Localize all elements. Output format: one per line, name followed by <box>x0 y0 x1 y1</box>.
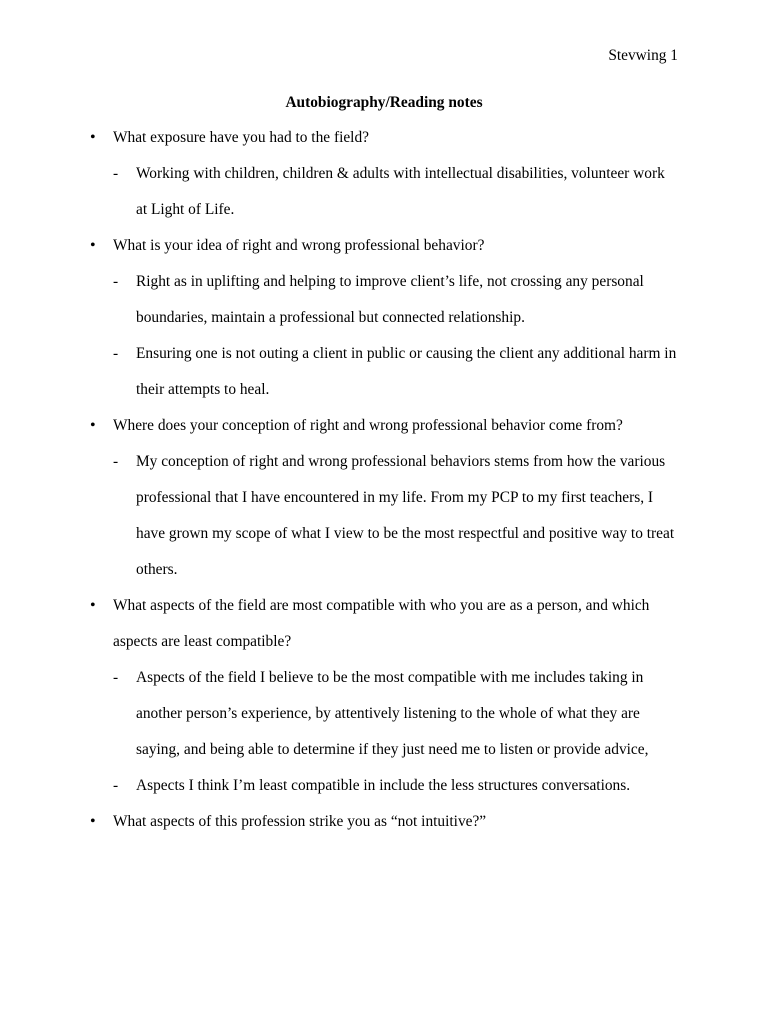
answer-list <box>90 264 678 408</box>
answer-item <box>90 660 678 768</box>
dash-marker: - <box>113 273 119 290</box>
question-text: What is your idea of right and wrong professional behavior? <box>113 237 485 254</box>
question-line <box>90 804 678 840</box>
question-line <box>90 408 678 444</box>
answer-text: Ensuring one is not outing a client in public or causing the client any additional harm in their attempts to heal. <box>136 345 677 398</box>
bullet-icon: • <box>90 597 96 614</box>
answer-list <box>90 156 678 228</box>
answer-list <box>90 660 678 804</box>
answer-list <box>90 444 678 588</box>
answer-item <box>90 264 678 336</box>
question-item <box>90 804 678 840</box>
dash-marker: - <box>113 453 119 470</box>
question-item <box>90 228 678 408</box>
question-line <box>90 228 678 264</box>
document-title: Autobiography/Reading notes <box>285 94 483 111</box>
question-text: Where does your conception of right and wrong professional behavior come from? <box>113 417 623 434</box>
answer-text: Right as in uplifting and helping to improve client’s life, not crossing any personal boundaries, maintain a professional but connected relationship. <box>136 273 644 326</box>
question-text: What aspects of the field are most compatible with who you are as a person, and which aspects are least compatible? <box>113 597 650 650</box>
bullet-icon: • <box>90 813 96 830</box>
question-list <box>90 120 678 840</box>
bullet-icon: • <box>90 129 96 146</box>
document-body <box>90 120 678 840</box>
dash-marker: - <box>113 345 119 362</box>
question-text: What exposure have you had to the field? <box>113 129 369 146</box>
question-item <box>90 588 678 804</box>
answer-item <box>90 768 678 804</box>
question-item <box>90 120 678 228</box>
question-item <box>90 408 678 588</box>
question-line <box>90 588 678 660</box>
answer-item <box>90 444 678 588</box>
answer-text: Working with children, children & adults with intellectual disabilities, volunteer work at Light of Life. <box>136 165 665 218</box>
dash-marker: - <box>113 669 119 686</box>
answer-text: My conception of right and wrong professional behaviors stems from how the various professional that I have encountered in my life. From my PCP to my first teachers, I have grown my scope of what I view to be the most respectful and positive way to treat others. <box>136 453 675 578</box>
question-text: What aspects of this profession strike you as “not intuitive?” <box>113 813 487 830</box>
bullet-icon: • <box>90 417 96 434</box>
dash-marker: - <box>113 777 119 794</box>
answer-text: Aspects of the field I believe to be the most compatible with me includes taking in another person’s experience, by attentively listening to the whole of what they are saying, and being able to determine if they just need me to listen or provide advice, <box>136 669 649 758</box>
answer-text: Aspects I think I’m least compatible in include the less structures conversations. <box>136 777 631 794</box>
dash-marker: - <box>113 165 119 182</box>
answer-item <box>90 156 678 228</box>
bullet-icon: • <box>90 237 96 254</box>
running-head: Stevwing 1 <box>608 47 678 64</box>
question-line <box>90 120 678 156</box>
answer-item <box>90 336 678 408</box>
